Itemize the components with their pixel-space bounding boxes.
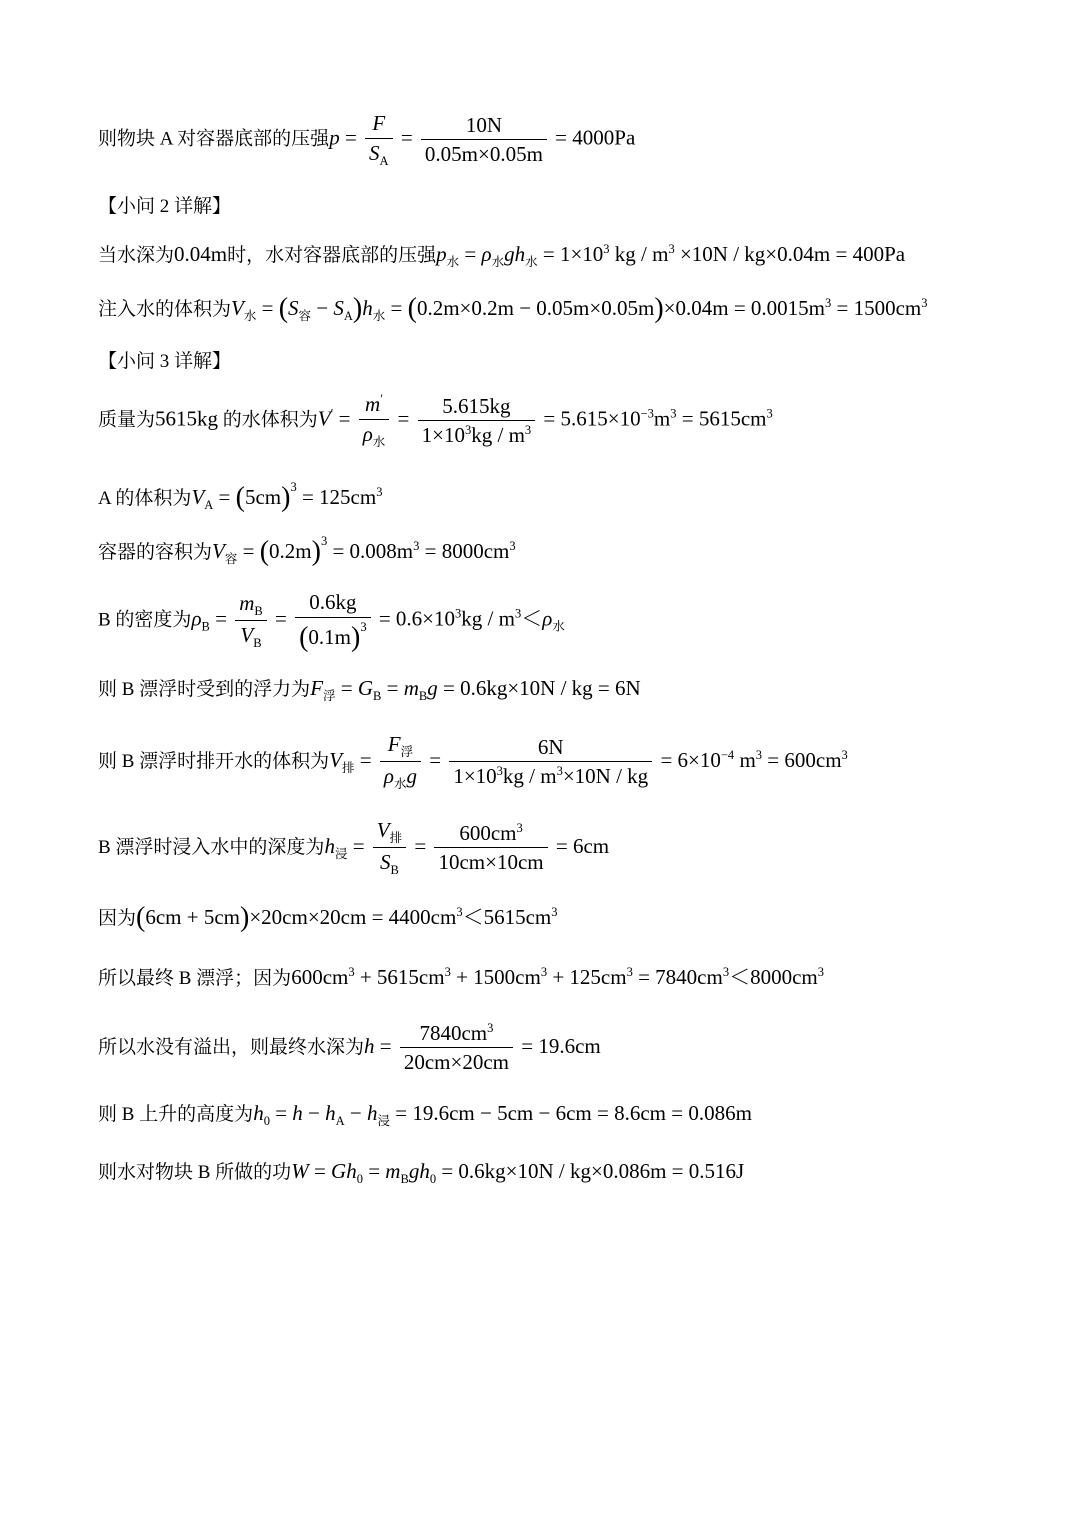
- math-text: + 5615cm: [354, 964, 445, 989]
- math-variable: ρ: [542, 606, 553, 631]
- math-text: = 19.6cm: [516, 1033, 601, 1058]
- math-text: =: [237, 539, 260, 564]
- math-text: = 19.6cm − 5cm − 6cm = 8.6cm = 0.086m: [390, 1101, 752, 1126]
- superscript: 3: [348, 964, 355, 979]
- fraction-denominator: [434, 847, 547, 875]
- math-variable: g: [504, 242, 515, 267]
- math-variable: F: [387, 732, 401, 756]
- parenthesis: ): [654, 293, 664, 325]
- chinese-text: 质量为: [98, 409, 156, 431]
- math-text: 20cm×20cm: [403, 1050, 510, 1074]
- math-text: =: [374, 1033, 397, 1058]
- chinese-text: 的水体积为: [218, 409, 318, 431]
- parenthesis: (: [278, 293, 289, 325]
- superscript: 3: [509, 539, 516, 554]
- fraction: [449, 735, 652, 789]
- math-text: ×20cm×20cm = 4400cm: [249, 905, 457, 929]
- formula: [98, 392, 773, 449]
- superscript: 3: [413, 539, 420, 554]
- line-total-volume-comparison: [98, 937, 824, 1017]
- math-text: 600cm: [459, 820, 517, 845]
- math-text: 0.6kg: [309, 590, 357, 615]
- math-variable: S: [369, 140, 380, 165]
- superscript: 3: [360, 619, 367, 634]
- subscript: 排: [342, 760, 355, 775]
- math-text: kg / m: [461, 606, 515, 631]
- chinese-text: 则 B 漂浮时受到的浮力为: [98, 679, 311, 701]
- chinese-text: 所以水没有溢出，则最终水深为: [98, 1036, 365, 1058]
- math-variable: S: [380, 850, 391, 874]
- math-text: 0.1m: [308, 624, 351, 649]
- fraction-numerator: [421, 113, 547, 139]
- fraction: [235, 591, 267, 651]
- subscript: B: [253, 636, 262, 650]
- subscript: 水: [491, 255, 505, 270]
- fraction: [400, 1021, 513, 1075]
- math-variable: F: [310, 676, 324, 701]
- subscript: B: [201, 619, 210, 634]
- fraction-numerator: [365, 111, 393, 137]
- chinese-text: 注入水的体积为: [98, 299, 232, 321]
- fraction-denominator: [400, 1047, 513, 1075]
- math-text: 10cm×10cm: [438, 850, 544, 874]
- formula: [98, 347, 231, 374]
- formula: [98, 964, 824, 991]
- formula: [98, 590, 565, 651]
- subscript: B: [400, 1172, 409, 1187]
- fraction-numerator: [434, 821, 547, 847]
- math-text: =: [423, 747, 447, 772]
- math-variable: h: [346, 1159, 357, 1184]
- math-text: =: [308, 1159, 332, 1184]
- math-variable: g: [427, 676, 438, 701]
- math-text: =: [333, 406, 356, 431]
- superscript: 3: [755, 747, 763, 762]
- parenthesis: ): [281, 482, 291, 514]
- superscript: 3: [487, 1020, 494, 1035]
- superscript: 3: [516, 820, 523, 835]
- math-variable: ρ: [481, 242, 492, 267]
- math-text: 6N: [537, 734, 564, 759]
- math-text: = 1×10: [537, 242, 604, 267]
- fraction-denominator: [380, 761, 421, 792]
- math-text: = 0.6kg×10N / kg×0.086m = 0.516J: [436, 1159, 745, 1184]
- line-container-capacity: [98, 511, 516, 591]
- math-variable: h: [253, 1101, 264, 1126]
- superscript: ′: [380, 392, 383, 407]
- subscript: 浸: [377, 1114, 391, 1129]
- superscript: 3: [524, 423, 532, 437]
- subscript: 水: [446, 255, 460, 270]
- math-text: = 600cm: [762, 747, 842, 772]
- superscript: 3: [556, 764, 563, 778]
- math-variable: p: [329, 125, 340, 150]
- formula: [98, 1100, 752, 1130]
- chinese-text: 【小问 2 详解】: [98, 195, 232, 217]
- superscript: 3: [455, 606, 462, 621]
- subscript: 浮: [323, 689, 336, 704]
- math-variable: F: [372, 111, 386, 136]
- math-text: 0.04m: [174, 242, 228, 267]
- math-text: =: [269, 1101, 293, 1126]
- math-variable: h: [514, 242, 526, 267]
- math-text: =: [339, 125, 363, 150]
- math-text: =: [459, 242, 482, 267]
- math-variable: ρ: [383, 764, 394, 788]
- math-variable: h: [367, 1101, 378, 1126]
- fraction: [380, 732, 421, 792]
- chinese-text: A 的体积为: [98, 488, 192, 510]
- math-text: m: [734, 747, 756, 772]
- math-variable: W: [291, 1159, 309, 1184]
- math-variable: g: [408, 1159, 420, 1184]
- math-variable: h: [362, 296, 373, 321]
- math-text: 10N: [465, 112, 502, 137]
- math-variable: h: [419, 1159, 430, 1184]
- superscript: −3: [640, 406, 654, 421]
- math-variable: m: [239, 591, 255, 615]
- superscript: 3: [444, 964, 451, 979]
- formula: [98, 818, 609, 878]
- fraction-numerator: [418, 394, 536, 420]
- math-text: =: [269, 606, 293, 631]
- fraction: [295, 590, 371, 651]
- math-variable: S: [333, 296, 344, 321]
- math-text: 0.2m×0.2m − 0.05m×0.05m: [416, 296, 655, 321]
- math-text: 1×10: [453, 764, 497, 788]
- math-text: 600cm: [291, 964, 349, 989]
- math-text: ＜: [521, 606, 543, 631]
- math-variable: G: [357, 676, 374, 701]
- math-text: =: [213, 485, 236, 510]
- math-variable: V: [329, 747, 343, 772]
- math-text: =: [381, 676, 404, 701]
- chinese-text: 时，水对容器底部的压强: [227, 245, 437, 267]
- superscript: 3: [766, 406, 773, 421]
- math-variable: V: [191, 485, 205, 510]
- math-text: −: [344, 1101, 367, 1126]
- formula: [98, 732, 848, 792]
- fraction: [418, 394, 536, 448]
- fraction-numerator: [295, 590, 371, 616]
- math-text: =: [209, 606, 233, 631]
- parenthesis: ): [240, 902, 250, 933]
- math-variable: h: [292, 1101, 303, 1126]
- parenthesis: ): [352, 293, 363, 325]
- subscript: 水: [552, 619, 565, 634]
- math-text: =: [362, 1159, 386, 1184]
- chinese-text: 当水深为: [98, 245, 175, 267]
- math-text: = 125cm: [296, 485, 377, 510]
- formula: [98, 675, 641, 705]
- fraction-numerator: [400, 1021, 513, 1047]
- chinese-text: 【小问 3 详解】: [98, 350, 232, 372]
- chinese-text: 则水对物块 B 所做的功: [98, 1162, 292, 1184]
- math-text: 5cm: [244, 485, 282, 510]
- math-text: = 6cm: [550, 833, 610, 858]
- fraction-denominator: [359, 419, 390, 450]
- math-text: = 0.008m: [327, 539, 414, 564]
- math-text: kg / m: [471, 423, 525, 447]
- math-variable: h: [324, 833, 335, 858]
- math-text: 6cm + 5cm: [145, 905, 240, 929]
- math-text: ＜8000cm: [729, 964, 818, 989]
- math-text: =: [385, 296, 408, 321]
- subscript: B: [254, 604, 263, 618]
- subscript: B: [373, 689, 382, 704]
- line-added-water-volume: [98, 381, 773, 461]
- parenthesis: (: [407, 293, 417, 325]
- math-variable: m: [365, 392, 381, 417]
- math-text: = 0.6kg×10N / kg = 6N: [437, 676, 641, 701]
- chinese-text: 容器的容积为: [98, 542, 213, 564]
- math-text: m: [653, 406, 671, 431]
- math-variable: p: [436, 242, 447, 267]
- line-buoyant-force-on-b: [98, 650, 641, 730]
- parenthesis: (: [259, 536, 270, 568]
- math-text: 5615kg: [155, 406, 219, 431]
- subscript: 水: [372, 309, 386, 324]
- fraction-denominator: [421, 139, 547, 167]
- math-text: −: [311, 296, 334, 321]
- fraction: [359, 392, 390, 449]
- superscript: 3: [603, 242, 610, 257]
- formula: [98, 1158, 744, 1188]
- fraction-numerator: [373, 818, 406, 847]
- superscript: ′: [330, 406, 334, 421]
- subscript: A: [204, 498, 214, 513]
- math-text: = 0.6×10: [373, 606, 456, 631]
- line-displaced-volume-of-b: [98, 722, 848, 802]
- fraction-numerator: [235, 591, 267, 620]
- fraction-numerator: [359, 392, 390, 418]
- math-variable: V: [376, 818, 390, 842]
- math-variable: h: [325, 1101, 336, 1126]
- math-text: + 125cm: [547, 964, 627, 989]
- chinese-text: B 漂浮时浸入水中的深度为: [98, 836, 325, 858]
- fraction-denominator: [365, 138, 393, 169]
- subscript: 0: [429, 1172, 437, 1187]
- fraction-denominator: [373, 847, 406, 878]
- subscript: B: [418, 689, 428, 704]
- subscript: 水: [525, 255, 538, 270]
- math-text: ×0.04m = 0.0015m: [663, 296, 825, 321]
- subscript: 容: [224, 552, 238, 567]
- math-variable: S: [288, 296, 299, 321]
- chinese-text: 所以最终 B 漂浮；因为: [98, 967, 292, 989]
- math-variable: V: [231, 296, 244, 321]
- math-variable: ρ: [362, 421, 373, 446]
- math-text: ×10N / kg: [562, 764, 649, 788]
- formula: [98, 241, 905, 271]
- fraction-denominator: [295, 617, 371, 652]
- superscript: 3: [551, 905, 558, 919]
- subscript: A: [335, 1114, 345, 1129]
- fraction: [373, 818, 406, 878]
- math-text: =: [354, 747, 377, 772]
- superscript: 3: [841, 747, 848, 762]
- math-variable: V: [240, 623, 254, 647]
- superscript: 3: [456, 905, 463, 919]
- math-text: ×10N / kg×0.04m = 400Pa: [674, 242, 906, 267]
- fraction-denominator: [235, 620, 267, 651]
- math-text: 0.2m: [269, 539, 312, 564]
- superscript: 3: [496, 764, 503, 778]
- formula: [98, 1021, 601, 1075]
- math-text: = 1500cm: [831, 296, 922, 321]
- math-text: = 5.615×10: [538, 406, 641, 431]
- subscript: A: [379, 153, 389, 168]
- chinese-text: 则 B 上升的高度为: [98, 1104, 254, 1126]
- math-text: =: [335, 676, 358, 701]
- parenthesis: (: [299, 621, 309, 653]
- math-variable: m: [385, 1159, 401, 1184]
- fraction-denominator: [449, 761, 652, 789]
- math-text: =: [392, 406, 415, 431]
- subscript: 容: [298, 309, 312, 324]
- math-variable: V: [212, 539, 225, 564]
- formula: [98, 534, 516, 568]
- parenthesis: (: [136, 902, 146, 933]
- math-text: 0.05m×0.05m: [424, 142, 543, 166]
- superscript: 3: [626, 964, 633, 979]
- math-variable: h: [364, 1033, 375, 1058]
- math-text: =: [256, 296, 279, 321]
- subscript: 浮: [400, 745, 414, 759]
- superscript: 3: [514, 606, 522, 621]
- chinese-text: B 的密度为: [98, 609, 192, 631]
- math-text: 7840cm: [419, 1020, 488, 1045]
- math-text: = 6×10: [655, 747, 721, 772]
- fraction: [421, 113, 547, 167]
- math-text: =: [395, 125, 418, 150]
- line-density-of-b: [98, 581, 565, 661]
- math-variable: V: [317, 406, 331, 431]
- fraction: [434, 821, 547, 875]
- math-text: + 1500cm: [450, 964, 541, 989]
- math-text: 1×10: [421, 423, 465, 447]
- superscript: 3: [320, 534, 328, 549]
- chinese-text: 因为: [98, 908, 137, 929]
- subscript: 水: [243, 309, 257, 324]
- math-text: =: [347, 833, 370, 858]
- fraction-denominator: [418, 420, 536, 448]
- line-work-done-on-b: [98, 1133, 744, 1213]
- subscript: 水: [372, 434, 386, 449]
- parenthesis: ): [351, 621, 361, 653]
- formula: [98, 192, 231, 219]
- subscript: B: [390, 863, 399, 877]
- math-text: = 8000cm: [419, 539, 510, 564]
- fraction-numerator: [380, 732, 421, 761]
- math-variable: m: [403, 676, 419, 701]
- formula: [98, 111, 635, 168]
- subscript: A: [343, 309, 353, 324]
- chinese-text: 则物块 A 对容器底部的压强: [98, 128, 330, 150]
- superscript: 3: [817, 964, 824, 979]
- math-text: kg / m: [609, 242, 669, 267]
- fraction: [365, 111, 393, 168]
- math-text: =: [409, 833, 432, 858]
- subscript: 排: [389, 831, 403, 845]
- superscript: −4: [720, 747, 735, 762]
- math-variable: g: [406, 764, 417, 788]
- math-text: = 5615cm: [676, 406, 767, 431]
- math-variable: ρ: [191, 606, 202, 631]
- fraction-numerator: [449, 735, 652, 761]
- math-text: −: [302, 1101, 326, 1126]
- math-text: = 4000Pa: [549, 125, 636, 150]
- chinese-text: 则 B 漂浮时排开水的体积为: [98, 750, 330, 772]
- superscript: 3: [540, 964, 548, 979]
- superscript: 3: [722, 964, 730, 979]
- subscript: 浸: [334, 846, 348, 861]
- superscript: 3: [668, 242, 675, 257]
- subscript: 0: [263, 1114, 270, 1129]
- math-text: = 7840cm: [632, 964, 723, 989]
- math-variable: G: [331, 1159, 347, 1184]
- math-text: kg / m: [502, 764, 557, 788]
- subscript: 水: [393, 777, 407, 791]
- parenthesis: (: [235, 482, 245, 514]
- superscript: 3: [670, 406, 677, 421]
- superscript: 3: [290, 480, 297, 495]
- subscript: 0: [356, 1172, 363, 1187]
- superscript: 3: [464, 423, 472, 437]
- formula: [98, 480, 382, 514]
- parenthesis: ): [311, 536, 321, 568]
- superscript: 3: [376, 485, 383, 500]
- line-immersion-depth-of-b: [98, 808, 609, 888]
- math-text: 5.615kg: [442, 393, 511, 418]
- superscript: 3: [825, 296, 832, 311]
- formula: [98, 904, 557, 932]
- superscript: 3: [921, 296, 928, 311]
- math-text: ＜5615cm: [462, 905, 552, 929]
